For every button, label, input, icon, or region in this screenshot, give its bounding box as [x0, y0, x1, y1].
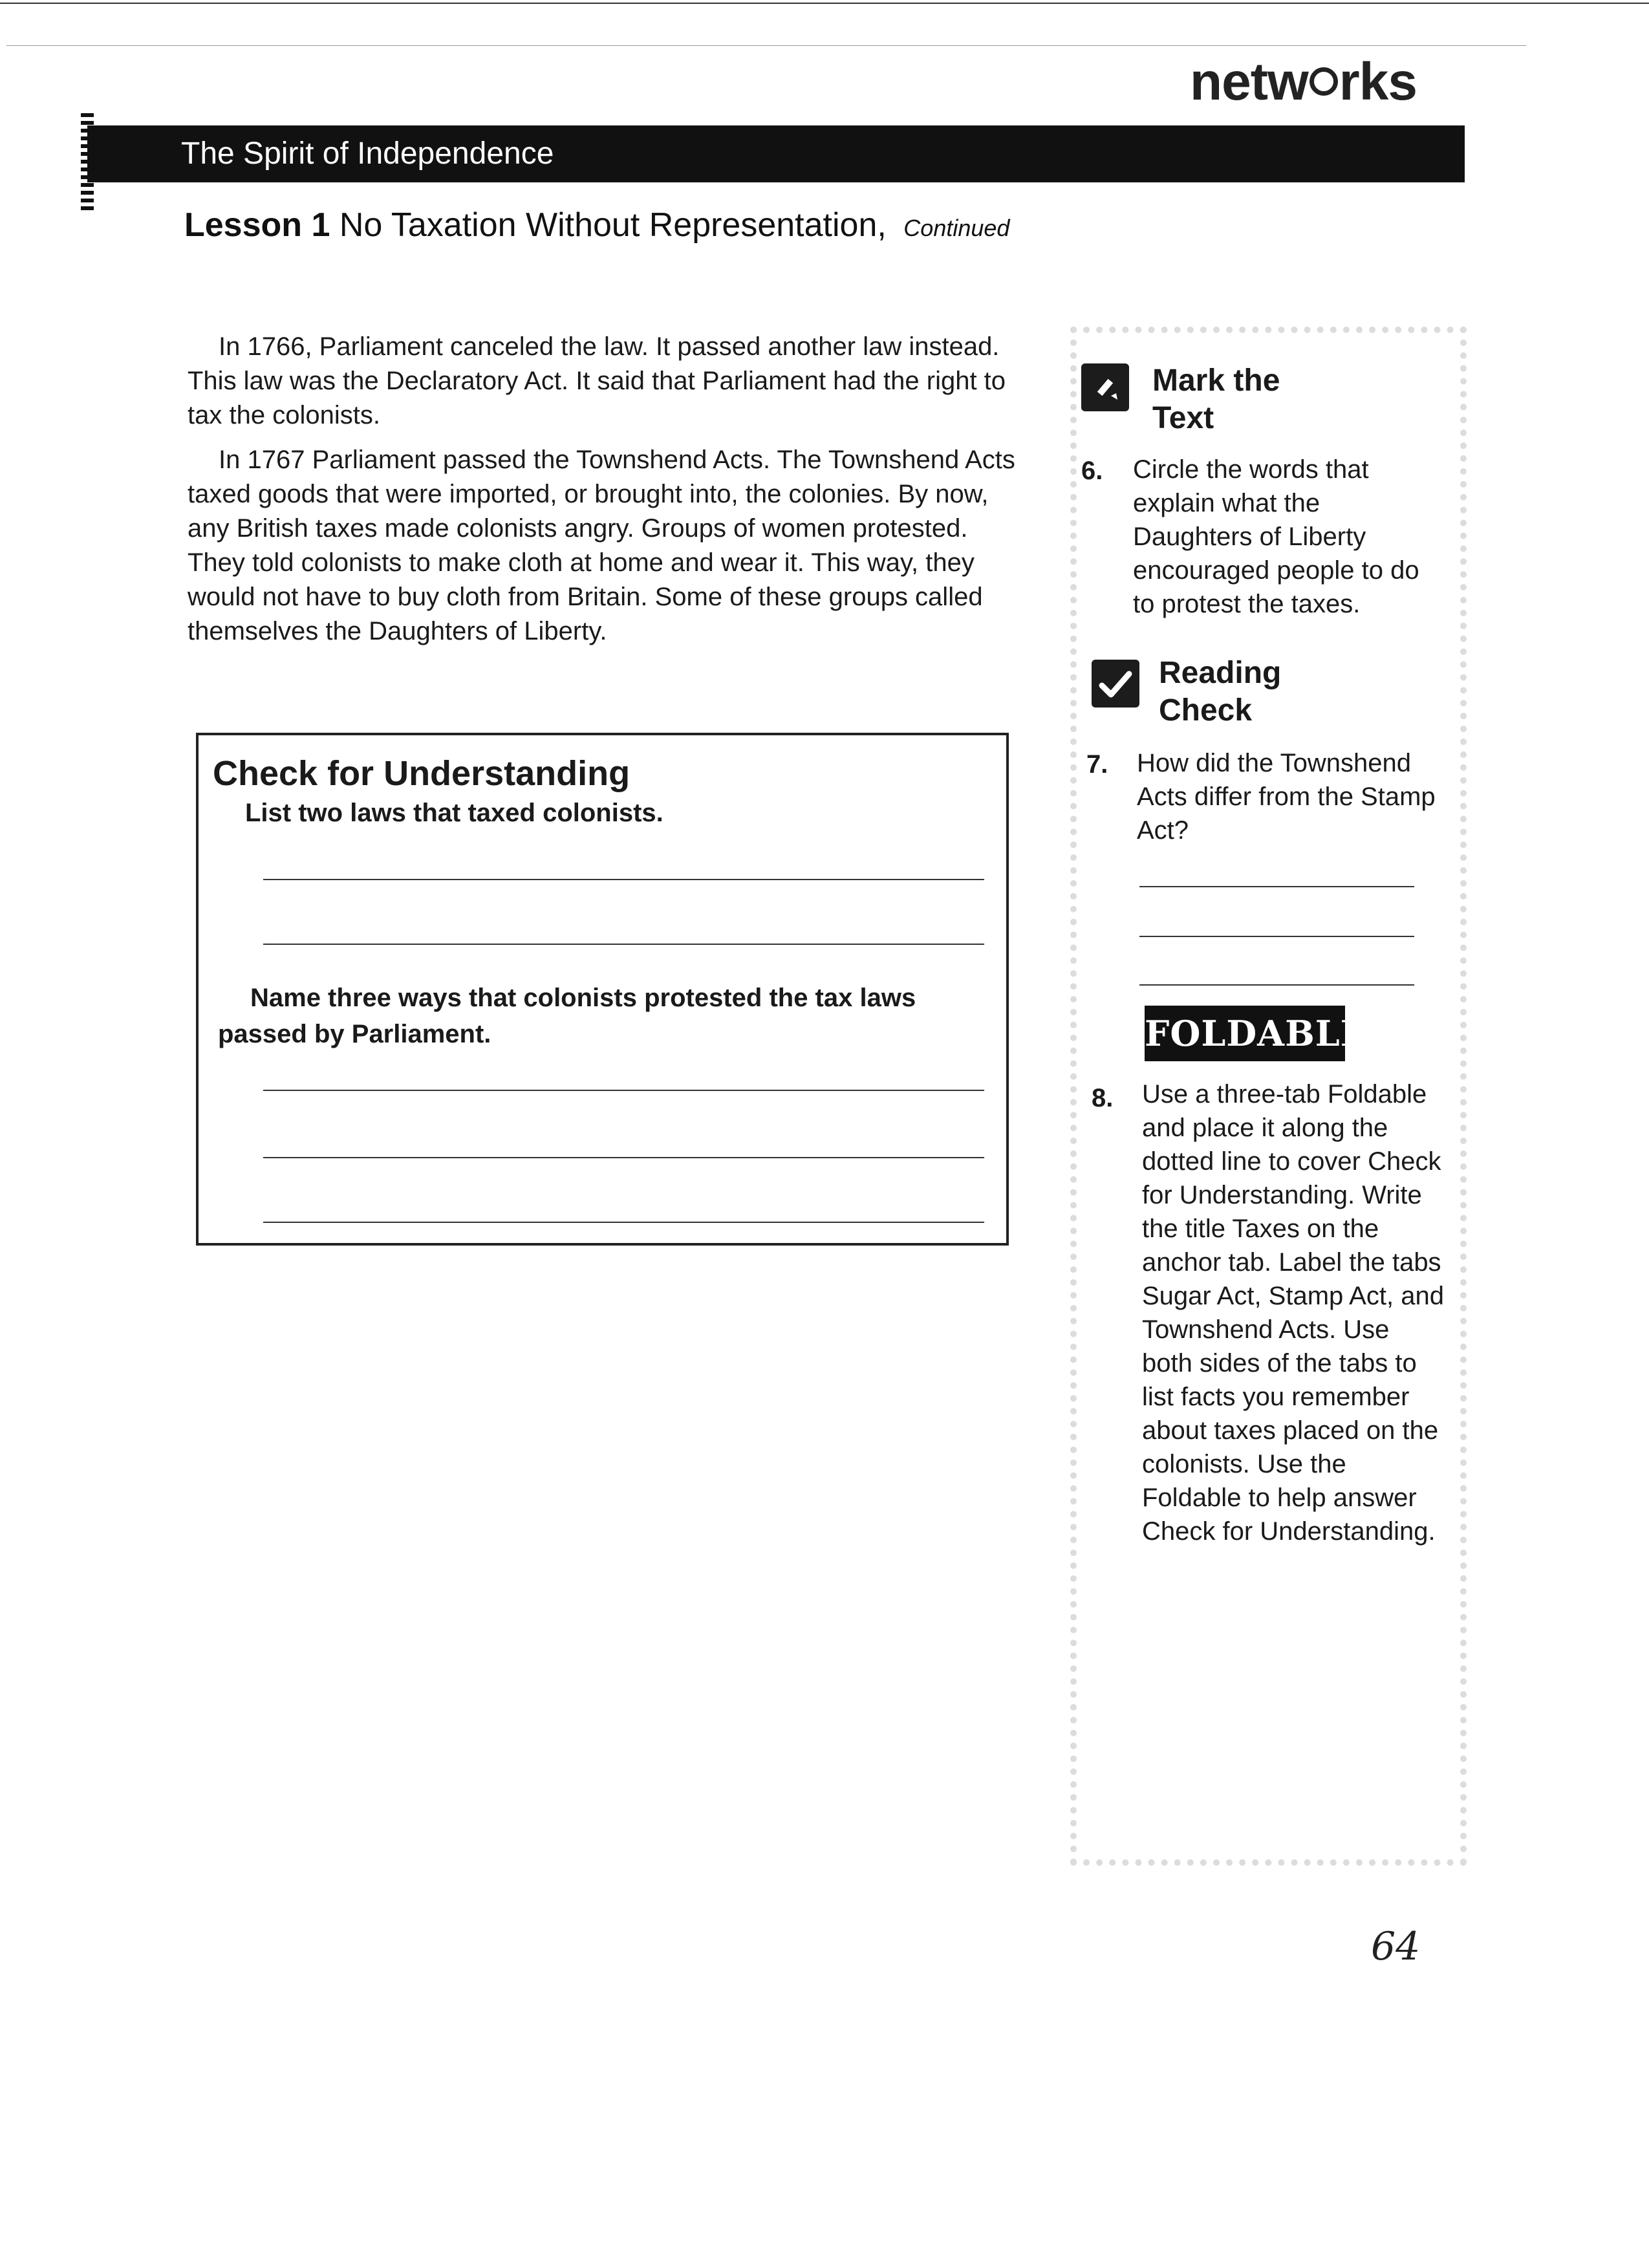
item-number-7: 7. — [1086, 750, 1108, 779]
mark-the-text-instructions: Circle the words that explain what the Daughters of Liberty encouraged people to do to protest the taxes. — [1133, 455, 1419, 618]
scan-border-top — [0, 3, 1649, 4]
cfu-title: Check for Understanding — [213, 754, 630, 793]
answer-line[interactable] — [1139, 984, 1414, 986]
cfu-question-1: List two laws that taxed colonists. — [245, 799, 663, 827]
item-number-8: 8. — [1092, 1084, 1114, 1112]
continued-label: Continued — [903, 215, 1010, 241]
page-number: 64 — [1371, 1924, 1421, 1969]
main-text — [188, 330, 1022, 659]
cfu-question-2: Name three ways that colonists protested the tax laws passed by Parliament. — [218, 984, 916, 1048]
item-number-6: 6. — [1081, 457, 1103, 485]
lesson-title: No Taxation Without Representation, — [339, 206, 887, 244]
reading-check-heading: Reading Check — [1159, 656, 1282, 728]
answer-line[interactable] — [1139, 886, 1414, 887]
check-for-understanding-box — [196, 733, 1009, 1246]
pencil-icon — [1081, 363, 1129, 411]
answer-line[interactable] — [1139, 936, 1414, 937]
answer-line[interactable] — [263, 944, 984, 945]
answer-line[interactable] — [263, 879, 984, 880]
paragraph: In 1767 Parliament passed the Townshend Acts. The Townshend Acts taxed goods that were imported, or brought into, the colonies. By now, any British taxes made colonists angry. Groups of women protested. They told colonists to make cloth at home and wear it. This way, they would not have to buy cloth from Britain. Some of these groups called themselves the Daughters of Liberty. — [188, 446, 1015, 645]
lesson-heading — [184, 206, 1009, 244]
foldables-instructions: Use a three-tab Foldable and place it along the dotted line to cover Check for Understanding. Write the title Taxes on the anchor tab. Label the tabs Sugar Act, Stamp Act, and Townshend Acts. Use both sides of the tabs to list facts you remember about taxes placed on the colonists. Use the Foldable to help answer Check for Understanding. — [1142, 1080, 1444, 1546]
mark-the-text-heading: Mark the Text — [1152, 363, 1280, 435]
foldables-badge: FOLDABLES — [1145, 1006, 1345, 1061]
scan-rule — [6, 45, 1526, 46]
chapter-banner: The Spirit of Independence — [87, 125, 1465, 182]
paragraph: In 1766, Parliament canceled the law. It passed another law instead. This law was the Declaratory Act. It said that Parliament had the right to tax the colonists. — [188, 332, 1006, 429]
brand-logo: netw rks — [1190, 52, 1417, 111]
lesson-label: Lesson 1 — [184, 206, 330, 244]
answer-line[interactable] — [263, 1157, 984, 1158]
answer-line[interactable] — [263, 1222, 984, 1223]
reading-check-question: How did the Townshend Acts differ from the Stamp Act? — [1137, 749, 1436, 845]
checkmark-icon — [1092, 660, 1139, 707]
brand-logo-o-icon — [1310, 67, 1338, 96]
answer-line[interactable] — [263, 1090, 984, 1091]
